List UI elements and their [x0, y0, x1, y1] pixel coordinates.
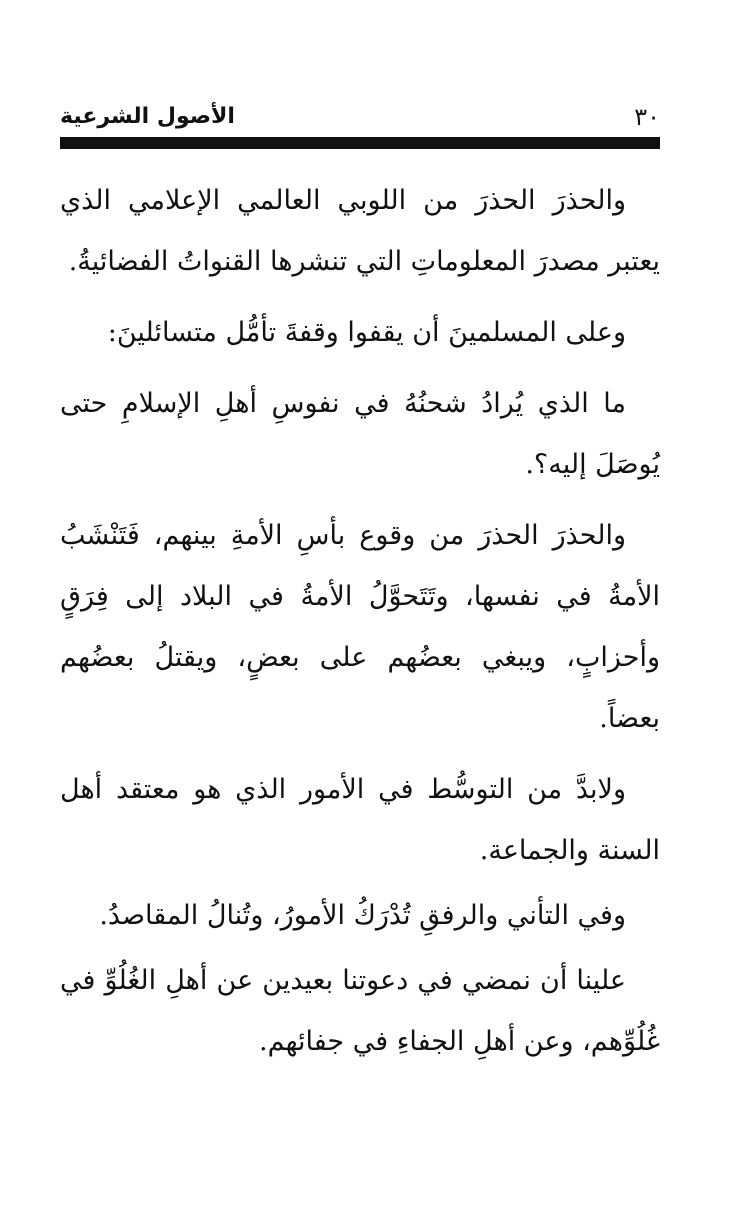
paragraph-internal-strife: والحذرَ الحذرَ من وقوع بأسِ الأمةِ بينهم، فَتَنْشَبُ الأمةُ في نفسها، وتَتَحوَّلُ الأمةُ في البلاد إلى فِرَقٍ وأحزابٍ، ويبغي بعضُهم على بعضٍ، ويقتلُ بعضُهم بعضاً.	[60, 520, 660, 734]
paragraph-balanced-call: علينا أن نمضي في دعوتنا بعيدين عن أهلِ الغُلُوِّ في غُلُوِّهم، وعن أهلِ الجفاءِ في جفائهم.	[60, 965, 660, 1057]
paragraph-question: ما الذي يُرادُ شحنُهُ في نفوسِ أهلِ الإسلامِ حتى يُوصَلَ إليه؟.	[60, 388, 660, 480]
paragraph-patience: وفي التأني والرفقِ تُدْرَكُ الأمورُ، وتُنالُ المقاصدُ.	[99, 900, 626, 931]
page-number: ٣٠	[634, 103, 660, 131]
running-title: الأصول الشرعية	[60, 104, 235, 129]
body-text	[60, 170, 660, 1082]
running-header	[60, 92, 660, 132]
paragraph-moderation: ولابدَّ من التوسُّط في الأمور الذي هو معتقد أهل السنة والجماعة.	[60, 774, 660, 866]
paragraph-muslims-reflect: وعلى المسلمينَ أن يقفوا وقفةَ تأمُّل متسائلينَ:	[107, 317, 626, 348]
header-rule	[60, 137, 660, 149]
paragraph-media-lobby: والحذرَ الحذرَ من اللوبي العالمي الإعلامي الذي يعتبر مصدرَ المعلوماتِ التي تنشرها القنواتُ الفضائيةُ.	[60, 185, 660, 277]
